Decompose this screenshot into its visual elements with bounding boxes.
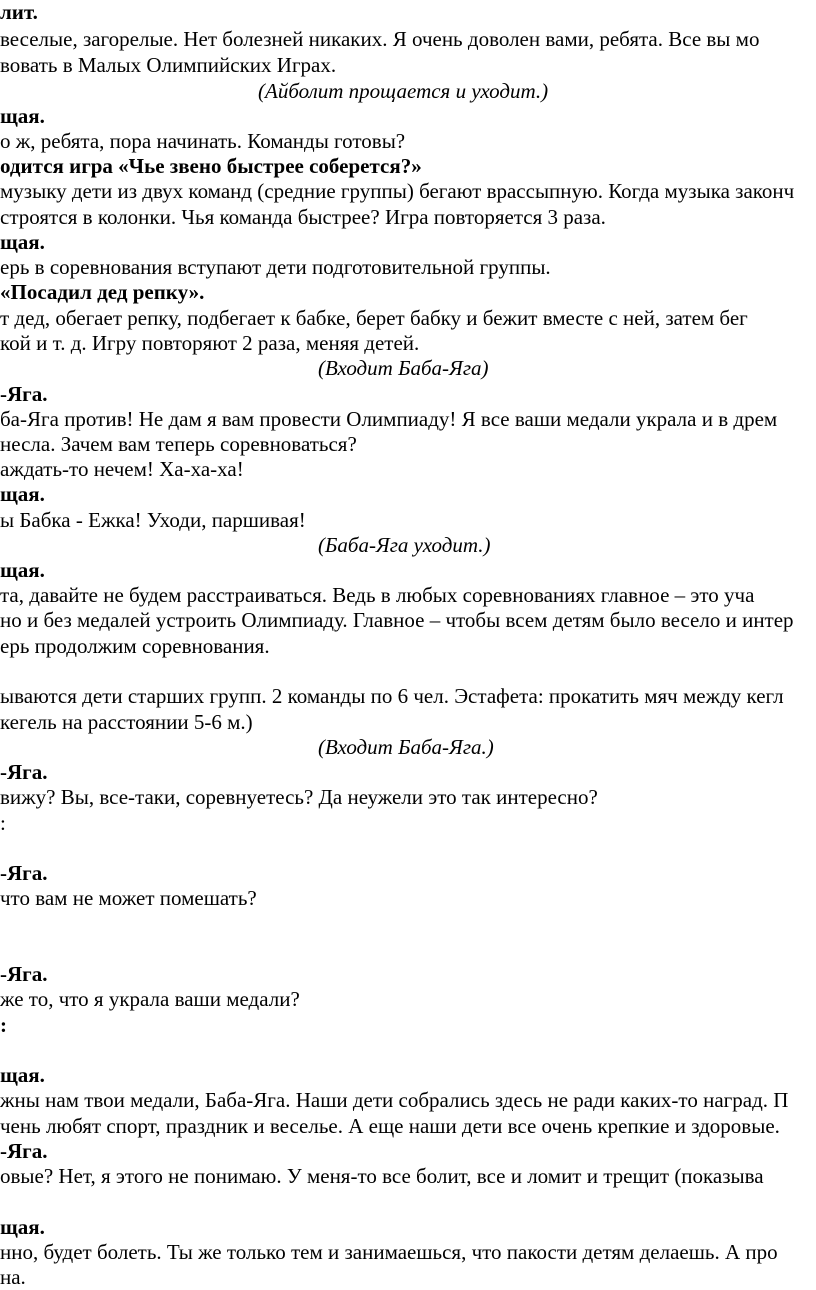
stage-direction: (Баба-Яга уходит.) (318, 533, 491, 557)
text-line: нно, будет болеть. Ты же только тем и занимаешься, что пакости детям делаешь. А про (0, 1240, 778, 1264)
speaker-label: -Яга. (0, 760, 48, 784)
speaker-label: -Яга. (0, 861, 48, 885)
text-line: кегель на расстоянии 5-6 м.) (0, 710, 253, 734)
speaker-label: щая. (0, 1215, 45, 1239)
text-line: ы Бабка - Ежка! Уходи, паршивая! (0, 508, 306, 532)
speaker-label: щая. (0, 558, 45, 582)
text-line: аждать-то нечем! Ха-ха-ха! (0, 457, 244, 481)
text-line: : (0, 1013, 7, 1037)
text-line: кой и т. д. Игру повторяют 2 раза, меняя детей. (0, 331, 420, 355)
text-line: строятся в колонки. Чья команда быстрее? Игра повторяется 3 раза. (0, 205, 606, 229)
text-line: но и без медалей устроить Олимпиаду. Главное – чтобы всем детям было весело и интер (0, 608, 794, 632)
text-line: что вам не может помешать? (0, 886, 257, 910)
game-title: одится игра «Чье звено быстрее соберется?» (0, 154, 422, 178)
text-line: ба-Яга против! Не дам я вам провести Олимпиаду! Я все ваши медали украла и в дрем (0, 407, 778, 431)
game-title: «Посадил дед репку». (0, 280, 205, 304)
text-line: на. (0, 1265, 26, 1289)
text-line: же то, что я украла ваши медали? (0, 987, 300, 1011)
text-line: веселые, загорелые. Нет болезней никаких. Я очень доволен вами, ребята. Все вы мо (0, 27, 760, 51)
stage-direction: (Айболит прощается и уходит.) (258, 79, 549, 103)
text-line: овые? Нет, я этого не понимаю. У меня-то все болит, все и ломит и трещит (показыва (0, 1164, 764, 1188)
speaker-label: щая. (0, 230, 45, 254)
text-line: та, давайте не будем расстраиваться. Ведь в любых соревнованиях главное – это уча (0, 583, 755, 607)
text-line: ерь продолжим соревнования. (0, 634, 270, 658)
text-line: жны нам твои медали, Баба-Яга. Наши дети собрались здесь не ради каких-то наград. П (0, 1088, 789, 1112)
text-line: вижу? Вы, все-таки, соревнуетесь? Да неужели это так интересно? (0, 785, 598, 809)
stage-direction: (Входит Баба-Яга) (318, 356, 489, 380)
speaker-label: -Яга. (0, 1139, 48, 1163)
text-line: вовать в Малых Олимпийских Играх. (0, 53, 337, 77)
text-line: ерь в соревнования вступают дети подготовительной группы. (0, 255, 551, 279)
speaker-label: -Яга. (0, 962, 48, 986)
speaker-label: щая. (0, 482, 45, 506)
stage-direction: (Входит Баба-Яга.) (318, 735, 494, 759)
text-line: : (0, 811, 6, 835)
text-line: т дед, обегает репку, подбегает к бабке, берет бабку и бежит вместе с ней, затем бег (0, 306, 748, 330)
text-line: ываются дети старших групп. 2 команды по 6 чел. Эстафета: прокатить мяч между кегл (0, 684, 784, 708)
text-line: чень любят спорт, праздник и веселье. А еще наши дети все очень крепкие и здоровые. (0, 1114, 780, 1138)
text-line: несла. Зачем вам теперь соревноваться? (0, 432, 357, 456)
speaker-label: лит. (0, 0, 38, 24)
text-line: о ж, ребята, пора начинать. Команды готовы? (0, 129, 406, 153)
speaker-label: щая. (0, 1063, 45, 1087)
text-line: музыку дети из двух команд (средние группы) бегают врассыпную. Когда музыка законч (0, 179, 795, 203)
speaker-label: -Яга. (0, 382, 48, 406)
speaker-label: щая. (0, 104, 45, 128)
